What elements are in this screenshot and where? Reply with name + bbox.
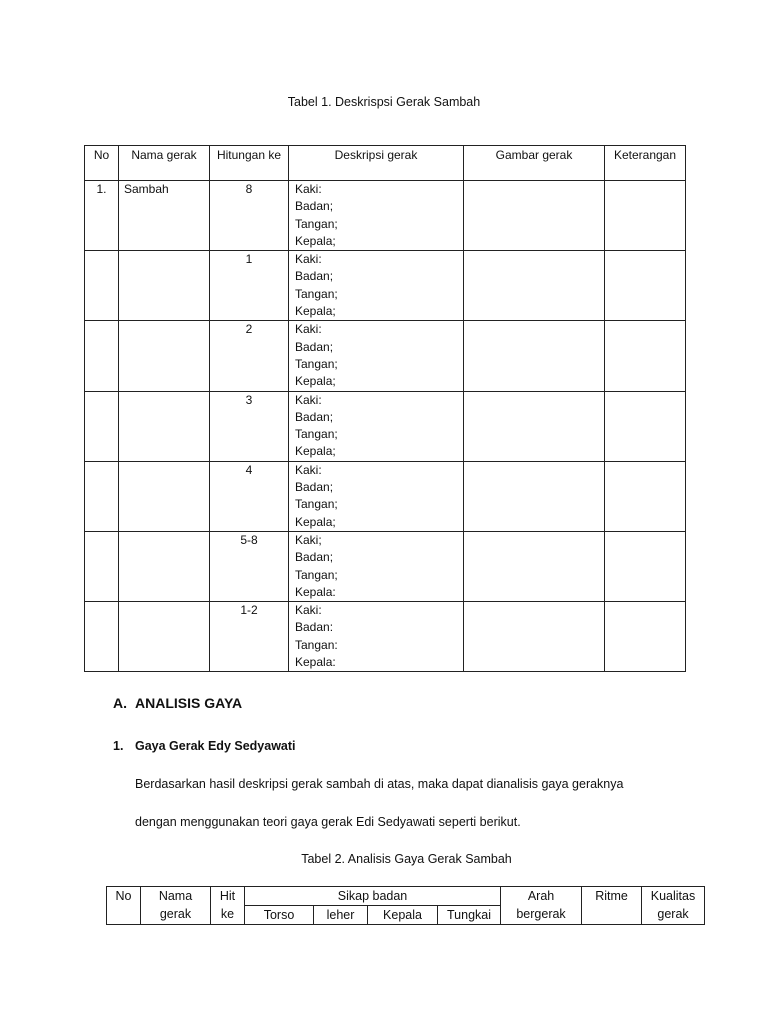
- t2-header-arah-bergerak: [501, 887, 582, 925]
- t2-header-kualitas-gerak: [642, 887, 705, 925]
- row-deskripsi: [289, 531, 464, 601]
- table1: [84, 145, 686, 672]
- t2-header-sikap-badan: Sikap badan: [245, 887, 501, 906]
- deskripsi-line: Badan;: [295, 269, 334, 284]
- deskripsi-line: Kaki:: [295, 603, 322, 618]
- row-hitungan: 2: [210, 321, 289, 391]
- header-no: No: [85, 146, 119, 181]
- table-row: [85, 321, 686, 391]
- row-deskripsi: [289, 321, 464, 391]
- deskripsi-line: Tangan;: [295, 427, 338, 442]
- t2-header-kualitas-l2: gerak: [657, 907, 689, 921]
- row-nama-gerak: [119, 531, 210, 601]
- row-deskripsi: [289, 461, 464, 531]
- deskripsi-line: Badan;: [295, 339, 334, 354]
- table-row: [85, 602, 686, 672]
- t2-header-arah-l2: bergerak: [516, 907, 566, 921]
- row-no: [85, 251, 119, 321]
- deskripsi-line: Kepala;: [295, 374, 336, 389]
- table2-caption: Tabel 2. Analisis Gaya Gerak Sambah: [301, 852, 512, 866]
- row-keterangan: [605, 391, 686, 461]
- row-hitungan: 3: [210, 391, 289, 461]
- table1-header-row: [85, 146, 686, 181]
- row-keterangan: [605, 602, 686, 672]
- t2-header-hit-l1: Hit: [219, 889, 236, 903]
- row-keterangan: [605, 251, 686, 321]
- deskripsi-line: Kaki:: [295, 462, 322, 477]
- section-number: A.: [113, 695, 127, 711]
- t2-header-arah-l1: Arah: [527, 889, 555, 903]
- deskripsi-line: Badan;: [295, 480, 334, 495]
- subsection-title: Gaya Gerak Edy Sedyawati: [135, 739, 296, 753]
- row-no: [85, 602, 119, 672]
- row-deskripsi: [289, 602, 464, 672]
- row-hitungan: 5-8: [210, 531, 289, 601]
- deskripsi-line: Badan;: [295, 199, 334, 214]
- row-keterangan: [605, 321, 686, 391]
- row-deskripsi: [289, 391, 464, 461]
- row-no: [85, 321, 119, 391]
- row-hitungan: 8: [210, 181, 289, 251]
- deskripsi-line: Tangan;: [295, 216, 338, 231]
- t2-header-no: No: [107, 887, 141, 925]
- t2-header-nama-l2: gerak: [159, 907, 192, 921]
- paragraph-line-1: Berdasarkan hasil deskripsi gerak sambah di atas, maka dapat dianalisis gaya geraknya: [135, 777, 624, 791]
- header-keterangan: Keterangan: [605, 146, 686, 181]
- row-no: 1.: [85, 181, 119, 251]
- deskripsi-line: Tangan:: [295, 637, 338, 652]
- deskripsi-line: Kepala;: [295, 514, 336, 529]
- row-keterangan: [605, 461, 686, 531]
- row-gambar-gerak: [464, 531, 605, 601]
- row-gambar-gerak: [464, 181, 605, 251]
- row-gambar-gerak: [464, 251, 605, 321]
- table-row: [85, 461, 686, 531]
- deskripsi-line: Badan;: [295, 550, 334, 565]
- row-gambar-gerak: [464, 321, 605, 391]
- table-row: [85, 391, 686, 461]
- deskripsi-line: Kaki:: [295, 252, 322, 267]
- deskripsi-line: Badan:: [295, 620, 334, 635]
- row-keterangan: [605, 181, 686, 251]
- t2-header-kualitas-l1: Kualitas: [650, 889, 696, 903]
- row-hitungan: 1-2: [210, 602, 289, 672]
- table-row: [85, 531, 686, 601]
- deskripsi-line: Kepala;: [295, 304, 336, 319]
- table-row: [85, 181, 686, 251]
- row-nama-gerak: [119, 251, 210, 321]
- header-hitungan-ke: Hitungan ke: [210, 146, 289, 181]
- row-deskripsi: [289, 251, 464, 321]
- row-deskripsi: [289, 181, 464, 251]
- t2-header-torso: Torso: [245, 906, 314, 925]
- t2-header-ritme: Ritme: [582, 887, 642, 925]
- header-nama-gerak: Nama gerak: [119, 146, 210, 181]
- deskripsi-line: Kaki:: [295, 322, 322, 337]
- row-gambar-gerak: [464, 602, 605, 672]
- deskripsi-line: Tangan;: [295, 356, 338, 371]
- table-row: [85, 251, 686, 321]
- header-deskripsi-gerak: Deskripsi gerak: [289, 146, 464, 181]
- table2: [106, 886, 705, 925]
- deskripsi-line: Kaki:: [295, 182, 322, 196]
- deskripsi-line: Tangan;: [295, 286, 338, 301]
- row-keterangan: [605, 531, 686, 601]
- t2-header-hit-ke: [211, 887, 245, 925]
- deskripsi-line: Kepala;: [295, 233, 336, 248]
- t2-header-tungkai: Tungkai: [438, 906, 501, 925]
- deskripsi-line: Kepala;: [295, 444, 336, 459]
- row-gambar-gerak: [464, 461, 605, 531]
- row-nama-gerak: Sambah: [119, 181, 210, 251]
- row-no: [85, 391, 119, 461]
- deskripsi-line: Kepala:: [295, 655, 336, 670]
- deskripsi-line: Badan;: [295, 409, 334, 424]
- row-hitungan: 4: [210, 461, 289, 531]
- paragraph-line-2: dengan menggunakan teori gaya gerak Edi Sedyawati seperti berikut.: [135, 815, 521, 829]
- deskripsi-line: Tangan;: [295, 497, 338, 512]
- header-gambar-gerak: Gambar gerak: [464, 146, 605, 181]
- table1-caption: Tabel 1. Deskrispsi Gerak Sambah: [287, 95, 481, 109]
- t2-header-nama-gerak: [141, 887, 211, 925]
- table2-header-row-1: [107, 887, 705, 906]
- section-title: ANALISIS GAYA: [135, 695, 243, 711]
- t2-header-leher: leher: [314, 906, 368, 925]
- row-hitungan: 1: [210, 251, 289, 321]
- t2-header-kepala: Kepala: [368, 906, 438, 925]
- t2-header-hit-l2: ke: [220, 907, 235, 921]
- deskripsi-line: Kaki:: [295, 392, 322, 407]
- row-no: [85, 531, 119, 601]
- row-nama-gerak: [119, 461, 210, 531]
- section-heading: [113, 695, 242, 711]
- t2-header-nama-l1: Nama: [158, 889, 193, 903]
- row-gambar-gerak: [464, 391, 605, 461]
- deskripsi-line: Kaki;: [295, 532, 322, 547]
- subsection-heading: [113, 739, 296, 753]
- row-nama-gerak: [119, 391, 210, 461]
- row-nama-gerak: [119, 602, 210, 672]
- deskripsi-line: Kepala:: [295, 584, 336, 599]
- row-no: [85, 461, 119, 531]
- subsection-number: 1.: [113, 739, 124, 753]
- row-nama-gerak: [119, 321, 210, 391]
- deskripsi-line: Tangan;: [295, 567, 338, 582]
